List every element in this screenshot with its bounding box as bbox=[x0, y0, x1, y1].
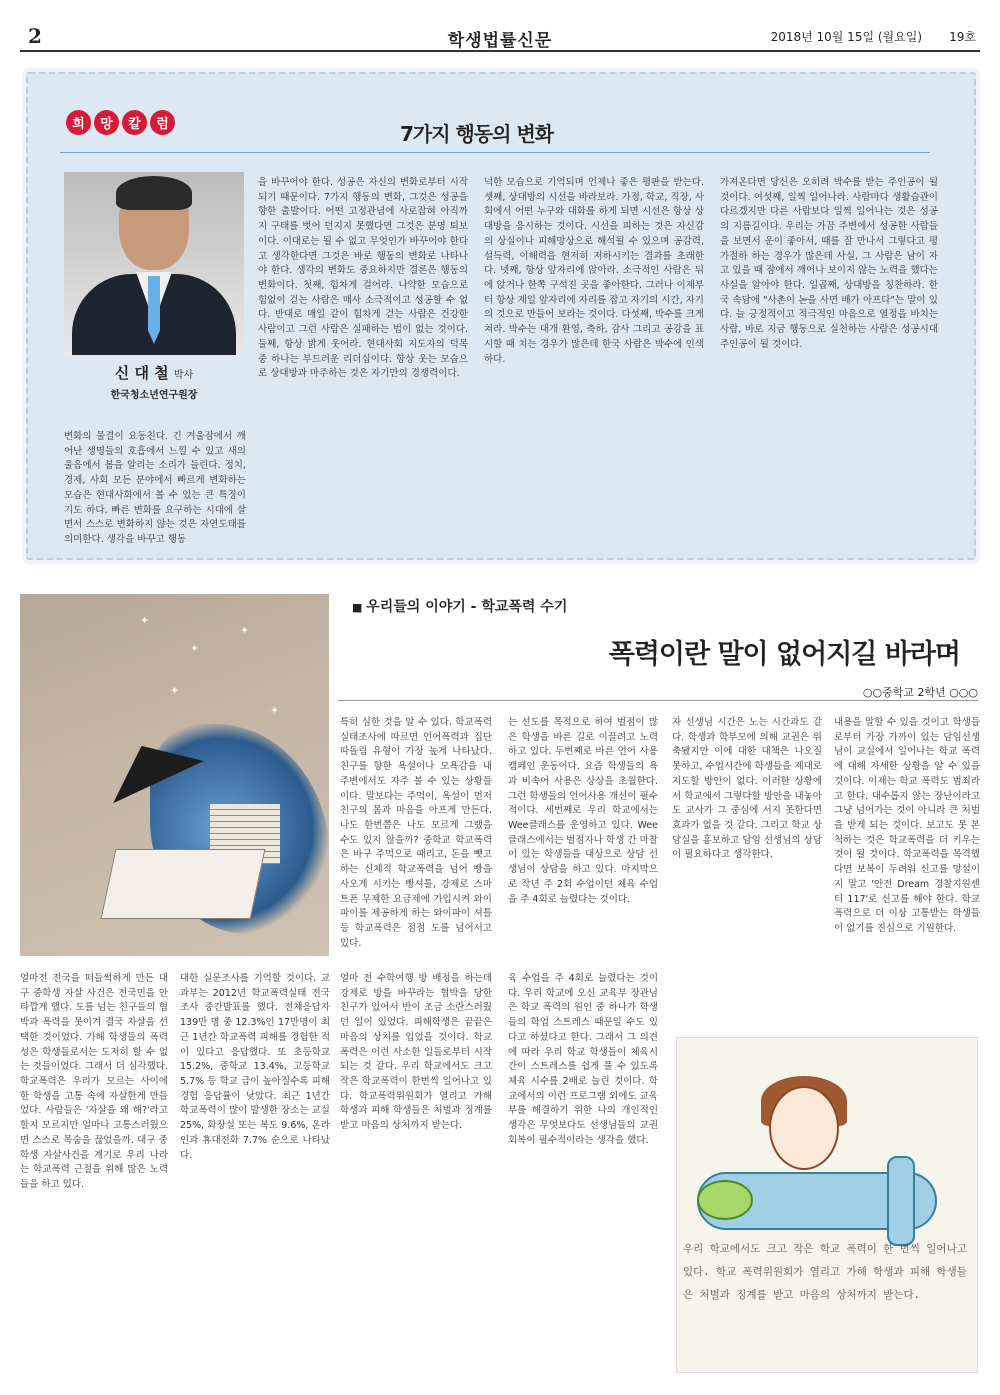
story-text-5: 얼마전 전국을 떠들썩하게 만든 대구 중학생 자살 사건은 전국민을 안타깝게 했다. 도를 넘는 친구들의 협박과 폭력을 못이겨 결국 자살을 선택한 것이었다. 가해 학생들의 폭력성은 학생들로서는 도저히 할 수 없는 것들이었다. 그래서 더 심각했다. 학교폭력은 우리가 모르는 사이에 한 학생을 고통 속에 자살한게 만들었다. 사람들은 '자살을 왜 해?'라고 할지 모르지만 얼마나 고통스러웠으면 스스로 목숨을 끊었을까. 대구 중학생 자살사건을 계기로 우리 나라는 학교폭력 근절을 위해 많은 노력들을 하고 있다. bbox=[20, 973, 168, 1191]
author-org: 한국청소년연구원장 bbox=[110, 390, 198, 401]
badge: 망 bbox=[94, 110, 119, 135]
column-text-2: 을 바꾸어야 한다. 성공은 자신의 변화로부터 시작되기 때문이다. 7가지 행동의 변화, 그것은 성공을 향한 출발이다. 어떤 고정관념에 사로잡혀 아직까지 구태를 벗어 던지지 못했다면 그것은 분명 퇴보이다. 이대로는 될 수 없고 무엇인가 바꾸어야 한다고 생각한다면 그것은 바로 행동의 변화로 나타나야 한다. 생각의 변화도 중요하지만 결론은 행동의 변화이다. 첫째, 힘차게 걸어라. 나약한 모습으로 힘없이 걷는 사람은 매사 소극적이고 성공할 수 없다. 반대로 매일 같이 힘차게 걷는 사람은 건강한 사람이고 그런 사람은 실패하는 법이 없는 것이다. 둘째, 항상 밝게 웃어라. 현대사회 지도자의 덕목 중 하나는 부드러운 리더십이다. 항상 웃는 모습으로 상대방과 마주하는 것은 자기만의 경쟁력이다. bbox=[258, 177, 468, 380]
badge: 희 bbox=[66, 110, 91, 135]
author-name: 신 대 철 박사 bbox=[114, 364, 194, 382]
story-text-4: 내용을 말할 수 있을 것이고 학생들로부터 가장 가까이 있는 담임선생님이 교실에서 일어나는 학교 폭력에 대해 자세한 상황을 알 수 있을 것이다. 이제는 학교 폭력도 범죄라고 한다. 대수롭지 않는 장난이라고 그냥 넘어가는 것이 아니라 큰 처벌을 받게 되는 것이다. 보고도 못 본척하는 것은 학교폭력을 더 키우는 것이 될 것이다. 학교폭력을 목격했다면 보복이 두려워 신고를 망설이지 말고 '안전 Dream 경찰지원센터 117'로 신고를 해야 한다. 학교폭력으로 더 이상 고통받는 학생들이 없기를 진심으로 기원한다. bbox=[834, 717, 980, 935]
story-title: 폭력이란 말이 없어지길 바라며 bbox=[608, 639, 960, 670]
section-label: ■ 우리들의 이야기 - 학교폭력 수기 bbox=[352, 596, 567, 616]
issue-date: 2018년 10월 15일 (월요일) bbox=[770, 30, 922, 44]
author-photo bbox=[64, 172, 244, 355]
issue-number: 19호 bbox=[949, 30, 976, 44]
story-text-8: 육 수업을 주 4회로 늘렸다는 것이다. 우리 학교에 오신 교육부 장관님은 학교 폭력의 원인 중 하나가 학생들의 학업 스트레스 때문일 수도 있다고 하셨다고 한다. 그래서 그 의견에 따라 우리 학교 학생들이 체육시간이 스트레스를 쉽게 풀 수 있도록 체육 시수를 2배로 늘린 것이다. 학교에서의 이런 프로그램 외에도 교육부를 해결하기 위한 나의 개인적인 생각은 무엇보다도 선생님들의 교권 회복이 필수적이라는 생각을 했다. bbox=[508, 973, 658, 1146]
badge: 럼 bbox=[150, 110, 175, 135]
newspaper-title: 학생법률신문 bbox=[447, 31, 553, 51]
divider bbox=[338, 700, 978, 701]
story-text-1: 특히 심한 것을 알 수 있다. 학교폭력 실태조사에 따르면 언어폭력과 집단 따돌림 유형이 가장 높게 나타났다. 친구를 향한 욕설이나 모욕감을 내 주변에서도 자주 볼 수 있는 상황들이다. 말보다는 주먹이, 욕설이 먼저 친구의 몸과 마음을 아프게 만든다. 나도 한번쯤은 나도 모르게 그랬을 수도 있지 않을까? 중학교 학교폭력은 바구 주먹으로 때리고, 돈을 뺏고 하는 신체적 학교폭력을 넘어 빵을 사오게 시키는 빵셔틀, 강제로 스마트폰 무제한 요금제에 가입시켜 와이파이를 제공하게 하는 와이파이 셔틀 등 학교폭력은 점점 도를 넘어서고 있다. bbox=[340, 717, 492, 949]
story-text-3: 자 선생님 시간은 노는 시간과도 같다. 학생과 학부모에 의해 교권은 위축됐지만 이에 대한 대책은 나오질 못하고, 수업시간에 학생들을 제대로 지도할 방안이 없다. 이러한 상황에서 학교에서 그렇다할 방안을 내놓아도 교사가 그 중심에 서지 못한다면 효과가 없을 것 같다. 그리고 학교 상담실을 홍보하고 담임 선생님의 상담이 필요하다고 생각한다. bbox=[672, 717, 822, 861]
page-number: 2 bbox=[28, 24, 42, 48]
story-illustration: ✦ ✦ ✦ ✦ ✦ bbox=[20, 594, 329, 956]
story-text-6: 대한 실문조사를 기억할 것이다. 교과부는 2012년 학교폭력실태 전국조사 중간발표를 했다. 전체응답자 139만 명 중 12.3%인 17만명이 최근 1년간 학교폭력 피해를 경험한 적이 있다고 응답했다. 또 초등학교 15.2%, 중학교 13.4%, 고등학교 5.7% 등 학교 급이 높아질수록 피해경험 응답률이 낮았다. 최근 1년간 학교폭력이 많이 발생한 장소는 교실 25%, 화장실 또는 복도 9.6%, 온라인과 휴대전화 7.7% 순으로 나타났다. bbox=[180, 973, 330, 1161]
divider bbox=[60, 152, 930, 153]
column-badges bbox=[66, 110, 175, 135]
badge: 칼 bbox=[122, 110, 147, 135]
story-byline: ○○중학교 2학년 ○○○ bbox=[862, 686, 978, 699]
story-text-7: 얼마 전 수학여행 방 배정을 하는데 강제로 방을 바꾸라는 협박을 당한 친구가 있어서 반이 조금 소란스러웠던 일이 있었다. 피해학생은 끝끝은 마음의 상처를 입었을 것이다. 학교폭력은 이런 사소한 일들로부터 시작되는 것 같다. 우리 학교에서도 크고 작은 학교폭력이 한번씩 일어나고 있다. 학교폭력위원회가 열리고 가해 학생과 피해 학생들은 처벌과 징계를 받고 마음의 상처까지 받는다. bbox=[340, 973, 492, 1132]
drawing-caption: 우리 학교에서도 크고 작은 학교 폭력이 한 번씩 일어나고 있다. 학교 폭력위원회가 열리고 가해 학생과 피해 학생들은 처벌과 징계를 받고 마음의 상처까지 받는다. bbox=[683, 1243, 967, 1302]
student-drawing bbox=[676, 1037, 978, 1373]
column-title: 7가지 행동의 변화 bbox=[400, 122, 554, 146]
column-text-1: 변화의 물결이 요동친다. 긴 겨울잠에서 깨어난 생명들의 호흡에서 느낄 수 있고 새의 울음에서 봄을 알리는 소리가 들린다. 정치, 경제, 사회 모든 분야에서 빠르게 변화하는 모습은 현대사회에서 볼 수 있는 큰 특징이기도 하다. 빠른 변화를 요구하는 시대에 살면서 스스로 변화하지 않는 것은 자연도태를 의미한다. 생각을 바꾸고 행동 bbox=[64, 431, 246, 546]
column-text-4: 가져온다면 당신은 오히려 박수를 받는 주인공이 될 것이다. 여섯째, 일찍 일어나라. 사람마다 생활습관이 다르겠지만 다른 사람보다 일찍 일어나는 것은 성공의 지름길이다. 우리는 가끔 주변에서 성공한 사람들을 보면서 운이 좋아서, 때를 잘 만나서 그렇다고 평가절하 하는 경우가 많은데 사실, 그 사람은 남이 자고 있을 때 잠에서 깨어나 보이지 않는 노력을 했다는 사실을 알아야 한다. 일곱째, 상대방을 칭찬하라. 한국 속담에 "사촌이 논을 사면 배가 아프다"는 말이 있다. 늘 긍정적이고 적극적인 마음으로 열정을 바치는 사람, 바로 지금 행동으로 실천하는 사람은 성공시대 주인공이 될 것이다. bbox=[720, 177, 938, 350]
page-header bbox=[20, 18, 980, 52]
story-text-2: 는 선도를 목적으로 하여 벌점이 많은 학생을 바른 길로 이끌려고 노력하고 있다. 두번째로 바른 언어 사용 캠페인 운동이다. 요즘 학생들의 욕과 비속어 사용은 상상을 초월한다. 그런 학생들의 언어사용 개선이 필수적이다. 세번째로 우리 학교에서는 Wee클래스를 운영하고 있다. Wee클래스에서는 벌점자나 학생 간 마찰이 있는 학생들을 대상으로 상담 선생님이 상담을 하고 있다. 마지막으로 작년 주 2회 수업이던 체육 수업을 주 4회로 늘렸다는 것이다. bbox=[508, 717, 658, 905]
column-text-3: 넉한 모습으로 기억되며 언제나 좋은 평판을 받는다. 셋째, 상대방의 시선을 바라보라. 가정, 학교, 직장, 사회에서 어떤 누구와 대화를 하게 되면 시선은 항상 상대방을 응시하는 것이다. 시선을 피하는 것은 자신감의 상실이나 피해망상으로 해석될 수 있으며 공감력, 설득력, 이해력을 현저히 저하시키는 결과를 초래한다. 넷째, 항상 앞자리에 앉아라. 소극적인 사람은 뒤에 앉거나 한쪽 구석진 곳을 좋아한다. 그러나 이제부터 항상 제일 앞자리에 자리를 잡고 자기의 시간, 자기의 것으로 만들어 보라는 것이다. 다섯째, 박수를 크게 쳐라. 박수는 대개 환영, 축하, 감사 그리고 공감을 표시할 때 치는 경우가 많은데 한국 사람은 박수에 인색하다. bbox=[484, 177, 704, 365]
